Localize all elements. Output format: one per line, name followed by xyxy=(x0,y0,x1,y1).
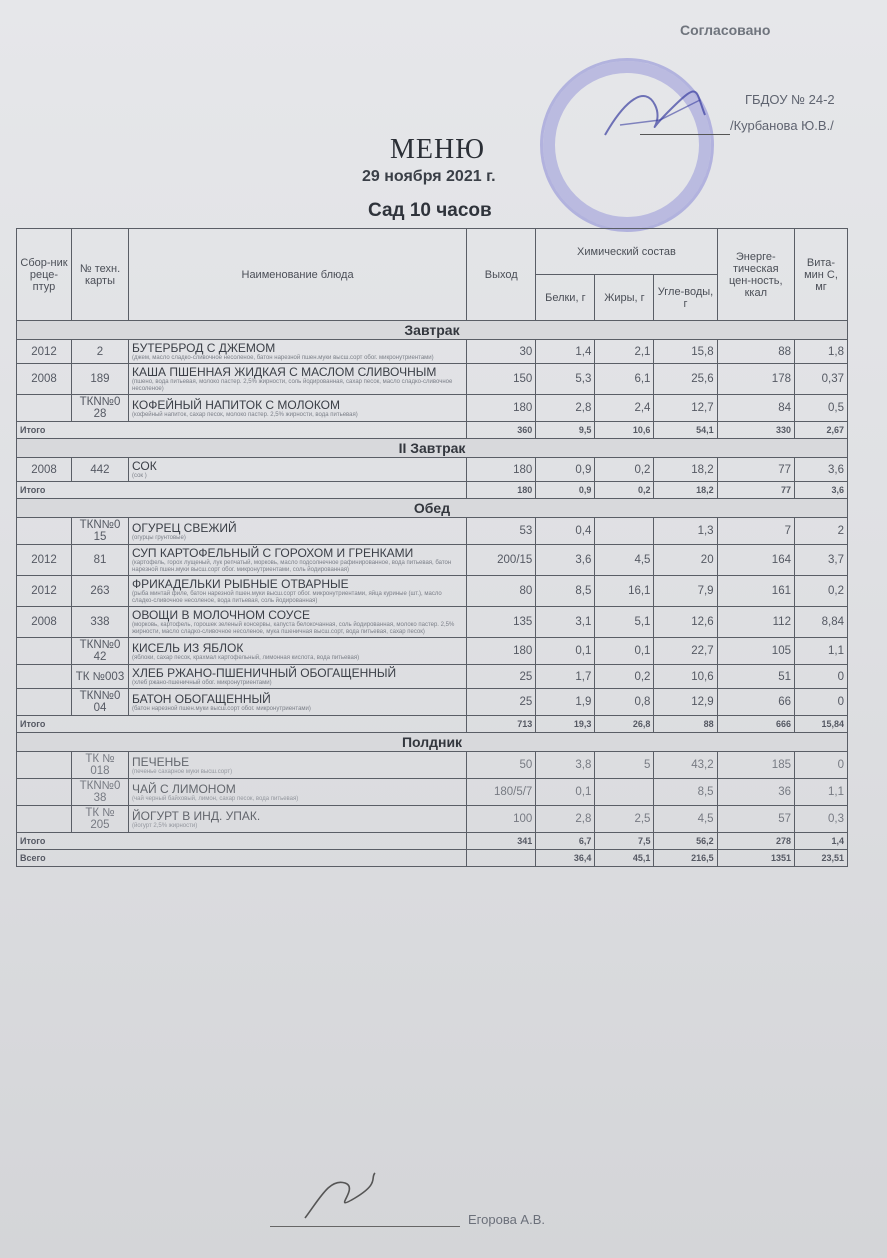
total-energy: 666 xyxy=(717,716,794,733)
dish-row xyxy=(17,638,848,665)
dish-cell xyxy=(129,458,467,482)
dish-ingredients: (джем, масло сладко-сливочное несоленое, батон нарезной пшен.муки высш.сорт обог. микронутриентами) xyxy=(132,355,434,361)
output-value: 50 xyxy=(467,752,536,779)
total-vitamin-c: 3,6 xyxy=(794,482,847,499)
recipe-collection: 2012 xyxy=(17,576,72,607)
protein-value: 3,6 xyxy=(536,545,595,576)
fat-value: 6,1 xyxy=(595,364,654,395)
dish-row xyxy=(17,395,848,422)
dish-name: БАТОН ОБОГАЩЕННЫЙ xyxy=(132,691,271,706)
total-carbs: 18,2 xyxy=(654,482,717,499)
tech-card-number: 81 xyxy=(71,545,128,576)
energy-value: 161 xyxy=(717,576,794,607)
carbs-value: 12,6 xyxy=(654,607,717,638)
total-energy: 330 xyxy=(717,422,794,439)
section-row xyxy=(17,733,848,752)
vitamin-c-value: 1,1 xyxy=(794,638,847,665)
dish-ingredients: (огурцы грунтовые) xyxy=(132,534,186,541)
carbs-value: 15,8 xyxy=(654,340,717,364)
dish-cell xyxy=(129,638,467,665)
dish-name: СУП КАРТОФЕЛЬНЫЙ С ГОРОХОМ И ГРЕНКАМИ xyxy=(132,546,414,560)
protein-value: 0,1 xyxy=(536,779,595,806)
protein-value: 2,8 xyxy=(536,395,595,422)
fat-value: 16,1 xyxy=(595,576,654,607)
col-dish: Наименование блюда xyxy=(129,229,467,321)
protein-value: 1,7 xyxy=(536,665,595,689)
dish-name: БУТЕРБРОД С ДЖЕМОМ xyxy=(132,341,276,355)
col-energy: Энерге-тическая цен-ность, ккал xyxy=(717,229,794,321)
output-value: 25 xyxy=(467,689,536,716)
total-carbs: 54,1 xyxy=(654,422,717,439)
dish-cell xyxy=(129,576,467,607)
total-vitamin-c: 1,4 xyxy=(794,833,847,850)
total-protein: 0,9 xyxy=(536,482,595,499)
dish-name: СОК xyxy=(132,459,157,473)
energy-value: 185 xyxy=(717,752,794,779)
vitamin-c-value: 3,6 xyxy=(794,458,847,482)
dish-row xyxy=(17,779,848,806)
tech-card-number: 442 xyxy=(71,458,128,482)
recipe-collection xyxy=(17,518,72,545)
dish-ingredients: (рыба минтай филе, батон нарезной пшен.муки высш.сорт обог. микронутриентами, яйца куриные (шт.), масло сладко-сливочное несоленое, вода питьевая, соль йодированная) xyxy=(132,591,442,604)
fat-value: 2,4 xyxy=(595,395,654,422)
recipe-collection xyxy=(17,779,72,806)
grand-total-vitamin-c: 23,51 xyxy=(794,850,847,867)
dish-cell xyxy=(129,395,467,422)
total-label: Итого xyxy=(17,422,467,439)
vitamin-c-value: 0 xyxy=(794,665,847,689)
dish-ingredients: (печенье сахарное муки высш.сорт) xyxy=(132,768,233,775)
energy-value: 57 xyxy=(717,806,794,833)
dish-row xyxy=(17,689,848,716)
tech-card-number: 189 xyxy=(71,364,128,395)
dish-row xyxy=(17,607,848,638)
total-output: 180 xyxy=(467,482,536,499)
energy-value: 164 xyxy=(717,545,794,576)
dish-ingredients: (чай черный байховый, лимон, сахар песок, вода питьевая) xyxy=(132,795,299,802)
recipe-collection xyxy=(17,689,72,716)
carbs-value: 12,9 xyxy=(654,689,717,716)
tech-card-number: ТКN№0 38 xyxy=(71,779,128,806)
dish-name: ХЛЕБ РЖАНО-ПШЕНИЧНЫЙ ОБОГАЩЕННЫЙ xyxy=(132,666,397,680)
dish-row xyxy=(17,752,848,779)
recipe-collection: 2012 xyxy=(17,340,72,364)
total-carbs: 88 xyxy=(654,716,717,733)
grand-total-output xyxy=(467,850,536,867)
tech-card-number: ТКN№0 42 xyxy=(71,638,128,665)
dish-name: ОГУРЕЦ СВЕЖИЙ xyxy=(132,520,237,535)
menu-body xyxy=(17,321,848,867)
col-carbs: Угле-воды, г xyxy=(654,275,717,321)
output-value: 200/15 xyxy=(467,545,536,576)
energy-value: 88 xyxy=(717,340,794,364)
col-vitc: Вита-мин С, мг xyxy=(794,229,847,321)
vitamin-c-value: 0,37 xyxy=(794,364,847,395)
grand-total-carbs: 216,5 xyxy=(654,850,717,867)
total-row xyxy=(17,833,848,850)
tech-card-number: ТК №003 xyxy=(71,665,128,689)
tech-card-number: ТКN№0 28 xyxy=(71,395,128,422)
output-value: 150 xyxy=(467,364,536,395)
dish-cell xyxy=(129,752,467,779)
total-protein: 6,7 xyxy=(536,833,595,850)
carbs-value: 43,2 xyxy=(654,752,717,779)
recipe-collection xyxy=(17,638,72,665)
dish-name: КИСЕЛЬ ИЗ ЯБЛОК xyxy=(132,640,244,655)
tech-card-number: ТК № 018 xyxy=(71,752,128,779)
fat-value: 4,5 xyxy=(595,545,654,576)
recipe-collection xyxy=(17,665,72,689)
total-vitamin-c: 15,84 xyxy=(794,716,847,733)
tech-card-number: 2 xyxy=(71,340,128,364)
energy-value: 77 xyxy=(717,458,794,482)
protein-value: 1,9 xyxy=(536,689,595,716)
protein-value: 8,5 xyxy=(536,576,595,607)
dish-name: ФРИКАДЕЛЬКИ РЫБНЫЕ ОТВАРНЫЕ xyxy=(132,577,349,591)
dish-cell xyxy=(129,607,467,638)
total-label: Итого xyxy=(17,482,467,499)
dish-cell xyxy=(129,665,467,689)
recipe-collection xyxy=(17,752,72,779)
tech-card-number: ТКN№0 15 xyxy=(71,518,128,545)
total-carbs: 56,2 xyxy=(654,833,717,850)
energy-value: 36 xyxy=(717,779,794,806)
total-row xyxy=(17,422,848,439)
section-title: Обед xyxy=(17,499,848,518)
col-protein: Белки, г xyxy=(536,275,595,321)
section-title: Полдник xyxy=(17,733,848,752)
dish-name: ЙОГУРТ В ИНД. УПАК. xyxy=(132,808,261,823)
dish-cell xyxy=(129,518,467,545)
total-fat: 0,2 xyxy=(595,482,654,499)
dish-row xyxy=(17,576,848,607)
col-card: № техн. карты xyxy=(71,229,128,321)
output-value: 180 xyxy=(467,638,536,665)
approval-signature xyxy=(600,80,710,150)
section-row xyxy=(17,499,848,518)
approved-label: Согласовано xyxy=(680,22,771,38)
protein-value: 1,4 xyxy=(536,340,595,364)
dish-cell xyxy=(129,364,467,395)
footer-sign-line xyxy=(270,1226,460,1227)
section-title: Завтрак xyxy=(17,321,848,340)
page-title: МЕНЮ xyxy=(390,134,485,165)
recipe-collection: 2012 xyxy=(17,545,72,576)
carbs-value: 7,9 xyxy=(654,576,717,607)
output-value: 30 xyxy=(467,340,536,364)
total-energy: 77 xyxy=(717,482,794,499)
col-output: Выход xyxy=(467,229,536,321)
total-row xyxy=(17,482,848,499)
dish-cell xyxy=(129,806,467,833)
approval-sign-line xyxy=(640,134,730,135)
dish-ingredients: (сок ) xyxy=(132,473,147,479)
recipe-collection: 2008 xyxy=(17,607,72,638)
vitamin-c-value: 0,2 xyxy=(794,576,847,607)
output-value: 100 xyxy=(467,806,536,833)
menu-table xyxy=(16,228,848,867)
total-protein: 9,5 xyxy=(536,422,595,439)
total-fat: 10,6 xyxy=(595,422,654,439)
energy-value: 105 xyxy=(717,638,794,665)
total-vitamin-c: 2,67 xyxy=(794,422,847,439)
col-fat: Жиры, г xyxy=(595,275,654,321)
section-title: II Завтрак xyxy=(17,439,848,458)
dish-name: ПЕЧЕНЬЕ xyxy=(132,754,190,769)
dish-cell xyxy=(129,779,467,806)
total-row xyxy=(17,716,848,733)
output-value: 135 xyxy=(467,607,536,638)
vitamin-c-value: 0,3 xyxy=(794,806,847,833)
dish-ingredients: (кофейный напиток, сахар песок, молоко пастер. 2,5% жирности, вода питьевая) xyxy=(132,411,358,418)
carbs-value: 25,6 xyxy=(654,364,717,395)
total-label: Итого xyxy=(17,833,467,850)
recipe-collection: 2008 xyxy=(17,458,72,482)
recipe-collection xyxy=(17,395,72,422)
output-value: 180 xyxy=(467,458,536,482)
fat-value: 2,1 xyxy=(595,340,654,364)
energy-value: 112 xyxy=(717,607,794,638)
dish-ingredients: (батон нарезной пшен.муки высш.сорт обог. микронутриентами) xyxy=(132,705,311,712)
carbs-value: 4,5 xyxy=(654,806,717,833)
section-row xyxy=(17,439,848,458)
total-output: 360 xyxy=(467,422,536,439)
dish-ingredients: (хлеб ржано-пшеничный обог. микронутриентами) xyxy=(132,680,272,686)
dish-name: КОФЕЙНЫЙ НАПИТОК С МОЛОКОМ xyxy=(132,397,341,412)
tech-card-number: 263 xyxy=(71,576,128,607)
total-label: Итого xyxy=(17,716,467,733)
dish-name: ЧАЙ С ЛИМОНОМ xyxy=(132,781,236,796)
vitamin-c-value: 0,5 xyxy=(794,395,847,422)
vitamin-c-value: 8,84 xyxy=(794,607,847,638)
dish-cell xyxy=(129,340,467,364)
vitamin-c-value: 0 xyxy=(794,752,847,779)
menu-date: 29 ноября 2021 г. xyxy=(362,168,496,185)
grand-total-protein: 36,4 xyxy=(536,850,595,867)
approver-name: /Курбанова Ю.В./ xyxy=(730,118,834,133)
output-value: 180/5/7 xyxy=(467,779,536,806)
protein-value: 5,3 xyxy=(536,364,595,395)
vitamin-c-value: 1,8 xyxy=(794,340,847,364)
dish-row xyxy=(17,364,848,395)
grand-total-energy: 1351 xyxy=(717,850,794,867)
fat-value: 0,2 xyxy=(595,458,654,482)
total-fat: 26,8 xyxy=(595,716,654,733)
total-fat: 7,5 xyxy=(595,833,654,850)
fat-value: 0,2 xyxy=(595,665,654,689)
dish-name: ОВОЩИ В МОЛОЧНОМ СОУСЕ xyxy=(132,608,311,622)
carbs-value: 10,6 xyxy=(654,665,717,689)
dish-row xyxy=(17,340,848,364)
dish-ingredients: (яблоки, сахар песок, крахмал картофельный, лимонная кислота, вода питьевая) xyxy=(132,654,360,661)
output-value: 25 xyxy=(467,665,536,689)
total-energy: 278 xyxy=(717,833,794,850)
grand-total-label: Всего xyxy=(17,850,467,867)
vitamin-c-value: 0 xyxy=(794,689,847,716)
total-protein: 19,3 xyxy=(536,716,595,733)
vitamin-c-value: 3,7 xyxy=(794,545,847,576)
carbs-value: 1,3 xyxy=(654,518,717,545)
carbs-value: 8,5 xyxy=(654,779,717,806)
organization-name: ГБДОУ № 24-2 xyxy=(745,92,835,107)
output-value: 180 xyxy=(467,395,536,422)
fat-value: 0,1 xyxy=(595,638,654,665)
energy-value: 51 xyxy=(717,665,794,689)
dish-row xyxy=(17,458,848,482)
fat-value: 5 xyxy=(595,752,654,779)
total-output: 713 xyxy=(467,716,536,733)
col-chem: Химический состав xyxy=(536,229,717,275)
dish-row xyxy=(17,806,848,833)
dish-name: КАША ПШЕННАЯ ЖИДКАЯ С МАСЛОМ СЛИВОЧНЫМ xyxy=(132,365,437,379)
dish-row xyxy=(17,665,848,689)
recipe-collection xyxy=(17,806,72,833)
protein-value: 0,9 xyxy=(536,458,595,482)
dish-ingredients: (пшено, вода питьевая, молоко пастер. 2,5% жирности, соль йодированная, сахар песок, масло сладко-сливочное несоленое) xyxy=(132,379,453,392)
energy-value: 7 xyxy=(717,518,794,545)
tech-card-number: ТК № 205 xyxy=(71,806,128,833)
tech-card-number: 338 xyxy=(71,607,128,638)
carbs-value: 18,2 xyxy=(654,458,717,482)
dish-cell xyxy=(129,545,467,576)
fat-value: 2,5 xyxy=(595,806,654,833)
recipe-collection: 2008 xyxy=(17,364,72,395)
vitamin-c-value: 2 xyxy=(794,518,847,545)
dish-row xyxy=(17,518,848,545)
vitamin-c-value: 1,1 xyxy=(794,779,847,806)
protein-value: 0,1 xyxy=(536,638,595,665)
dish-ingredients: (йогурт 2,5% жирности) xyxy=(132,822,198,829)
output-value: 80 xyxy=(467,576,536,607)
fat-value: 5,1 xyxy=(595,607,654,638)
energy-value: 84 xyxy=(717,395,794,422)
fat-value: 0,8 xyxy=(595,689,654,716)
total-output: 341 xyxy=(467,833,536,850)
dish-ingredients: (морковь, картофель, горошек зеленый консервы, капуста белокочанная, соль йодированная, молоко пастер. 2,5% жирности, масло сладко-сливочное несоленое, мука пшеничная высш.сорт, вода питьевая, сахар песок) xyxy=(132,622,455,635)
grand-total-row xyxy=(17,850,848,867)
carbs-value: 12,7 xyxy=(654,395,717,422)
output-value: 53 xyxy=(467,518,536,545)
dish-cell xyxy=(129,689,467,716)
protein-value: 0,4 xyxy=(536,518,595,545)
fat-value xyxy=(595,518,654,545)
energy-value: 66 xyxy=(717,689,794,716)
dish-ingredients: (картофель, горох лущеный, лук репчатый, морковь, масло подсолнечное рафинированное, вода питьевая, батон нарезной пшен.муки высш.сорт обог. микронутриентами, соль йодированная) xyxy=(132,560,452,573)
grand-total-fat: 45,1 xyxy=(595,850,654,867)
carbs-value: 22,7 xyxy=(654,638,717,665)
energy-value: 178 xyxy=(717,364,794,395)
protein-value: 3,1 xyxy=(536,607,595,638)
fat-value xyxy=(595,779,654,806)
col-collection: Сбор-ник реце-птур xyxy=(17,229,72,321)
tech-card-number: ТКN№0 04 xyxy=(71,689,128,716)
dish-row xyxy=(17,545,848,576)
footer-signature xyxy=(300,1168,380,1228)
carbs-value: 20 xyxy=(654,545,717,576)
protein-value: 2,8 xyxy=(536,806,595,833)
footer-signatory: Егорова А.В. xyxy=(468,1212,545,1227)
protein-value: 3,8 xyxy=(536,752,595,779)
menu-subtitle: Сад 10 часов xyxy=(368,200,492,221)
section-row xyxy=(17,321,848,340)
